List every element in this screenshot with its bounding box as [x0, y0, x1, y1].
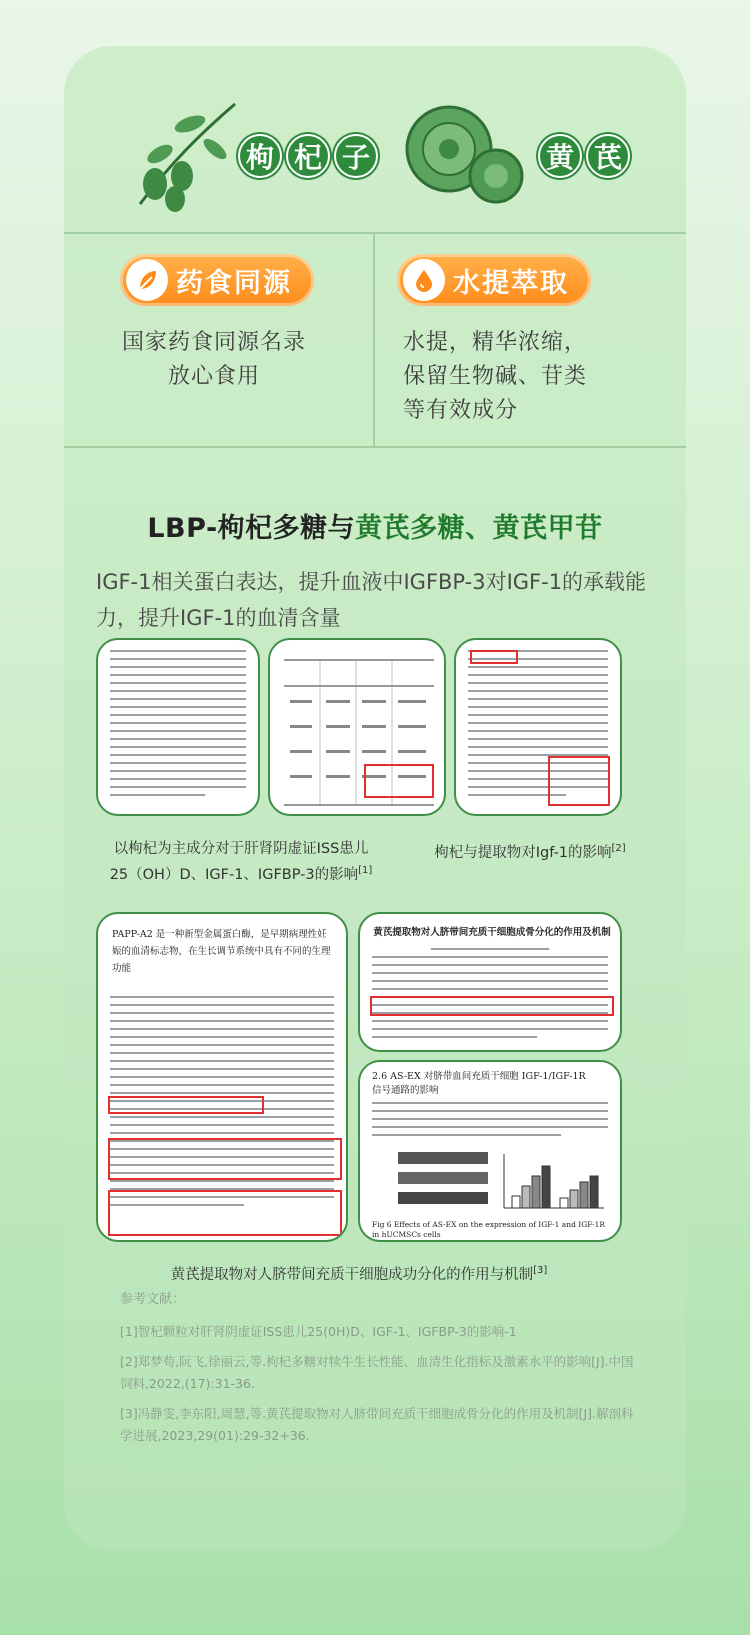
subline: IGF-1相关蛋白表达，提升血液中IGFBP-3对IGF-1的承载能力，提升IGF-1的血清含量 — [96, 570, 647, 630]
feature-title: 水提萃取 — [453, 267, 569, 299]
paper-image-table — [268, 638, 446, 816]
western-blot-figure — [374, 1146, 610, 1216]
astragalus-char-1: 黄 — [538, 134, 582, 178]
heading-line: 2.6 AS-EX 对脐带血间充质干细胞 IGF-1/IGF-1R — [372, 1071, 586, 1082]
highlight-box — [470, 650, 518, 664]
caption-line: 枸杞与提取物对Igf-1的影响 — [434, 844, 612, 861]
highlight-box — [108, 1138, 342, 1180]
goji-char-1: 枸 — [238, 134, 282, 178]
paper-text-lines — [372, 1102, 608, 1142]
feature-title: 药食同源 — [176, 267, 292, 299]
paper-image-2 — [454, 638, 622, 816]
paper-body-text: PAPP-A2 是一种新型金属蛋白酶，是早期病理性妊娠的血清标志物，在生长调节系统中具有不同的生理功能 — [112, 929, 331, 974]
leaf-icon — [126, 259, 168, 301]
caption-line: 黄芪提取物对人脐带间充质干细胞成功分化的作用与机制 — [170, 1266, 534, 1283]
goji-char-3: 子 — [334, 134, 378, 178]
reference-item: [1]智杞颗粒对肝肾阴虚证ISS患儿25(0H)D、IGF-1、IGFBP-3的影响-1 — [120, 1324, 517, 1339]
paper-image-1 — [96, 638, 260, 816]
feature-badge-food-medicine — [120, 254, 314, 306]
content-card — [64, 46, 686, 1551]
highlight-box — [364, 764, 434, 798]
citation-ref: [3] — [533, 1265, 548, 1276]
figure-caption: Fig 6 Effects of AS-EX on the expression of IGF-1 and IGF-1R in hUCMSCs cells — [372, 1220, 606, 1239]
paper-title: 黄芪提取物对人脐带间充质干细胞成骨分化的作用及机制 — [373, 927, 611, 938]
divider-middle — [64, 446, 686, 448]
headline — [64, 506, 686, 545]
paper-heading — [372, 1070, 612, 1098]
goji-illustration — [130, 94, 240, 214]
highlight-box — [108, 1190, 342, 1236]
caption-line: 25（OH）D、IGF-1、IGFBP-3的影响 — [109, 866, 359, 883]
citation-ref: [1] — [358, 865, 373, 876]
herbs-header — [64, 46, 686, 234]
caption-line: 以枸杞为主成分对于肝肾阴虚证ISS患儿 — [113, 841, 369, 857]
desc-line: 保留生物碱、苷类 — [403, 364, 588, 389]
astragalus-label — [538, 134, 630, 178]
feature-badge-water-extract — [397, 254, 591, 306]
highlight-box — [370, 996, 614, 1016]
heading-line: 信号通路的影响 — [372, 1085, 439, 1096]
caption-1 — [96, 838, 386, 886]
reference-item: [2]郑梦苟,阮飞,徐丽云,等.枸杞多糖对犊牛生长性能、血清生化指标及激素水平的影响[J].中国饲料,2022,(17):31-36. — [120, 1354, 634, 1391]
astragalus-illustration — [404, 94, 534, 214]
astragalus-char-2: 芪 — [586, 134, 630, 178]
astragalus-herb — [404, 94, 686, 214]
goji-char-2: 杞 — [286, 134, 330, 178]
paper-image-4 — [358, 912, 622, 1052]
highlight-box — [108, 1096, 264, 1114]
goji-herb — [130, 94, 430, 214]
desc-line: 水提，精华浓缩， — [403, 330, 588, 355]
feature-description — [64, 326, 364, 394]
caption-2 — [420, 838, 640, 864]
water-drop-icon — [403, 259, 445, 301]
reference-item: [3]冯静雯,李东阳,周慧,等.黄芪提取物对人脐带间充质干细胞成骨分化的作用及机制[J].解剖科学进展,2023,29(01):29-32+36. — [120, 1406, 634, 1443]
headline-part2: 黄芪多糖、黄芪甲苷 — [355, 513, 603, 544]
caption-3 — [96, 1260, 622, 1286]
divider-vertical — [373, 234, 375, 448]
citation-ref: [2] — [611, 843, 626, 854]
paper-image-3 — [96, 912, 348, 1242]
desc-line: 等有效成分 — [403, 398, 519, 423]
highlight-box — [548, 756, 610, 806]
paper-text-lines — [110, 650, 246, 802]
paper-image-5 — [358, 1060, 622, 1242]
desc-line: 国家药食同源名录 — [121, 330, 306, 355]
divider-top — [64, 232, 686, 234]
references — [120, 1288, 640, 1455]
desc-line: 放心食用 — [167, 364, 260, 389]
references-title: 参考文献： — [120, 1292, 186, 1307]
feature-description — [403, 326, 663, 428]
goji-label — [238, 134, 378, 178]
headline-part1: LBP-枸杞多糖与 — [147, 513, 356, 544]
